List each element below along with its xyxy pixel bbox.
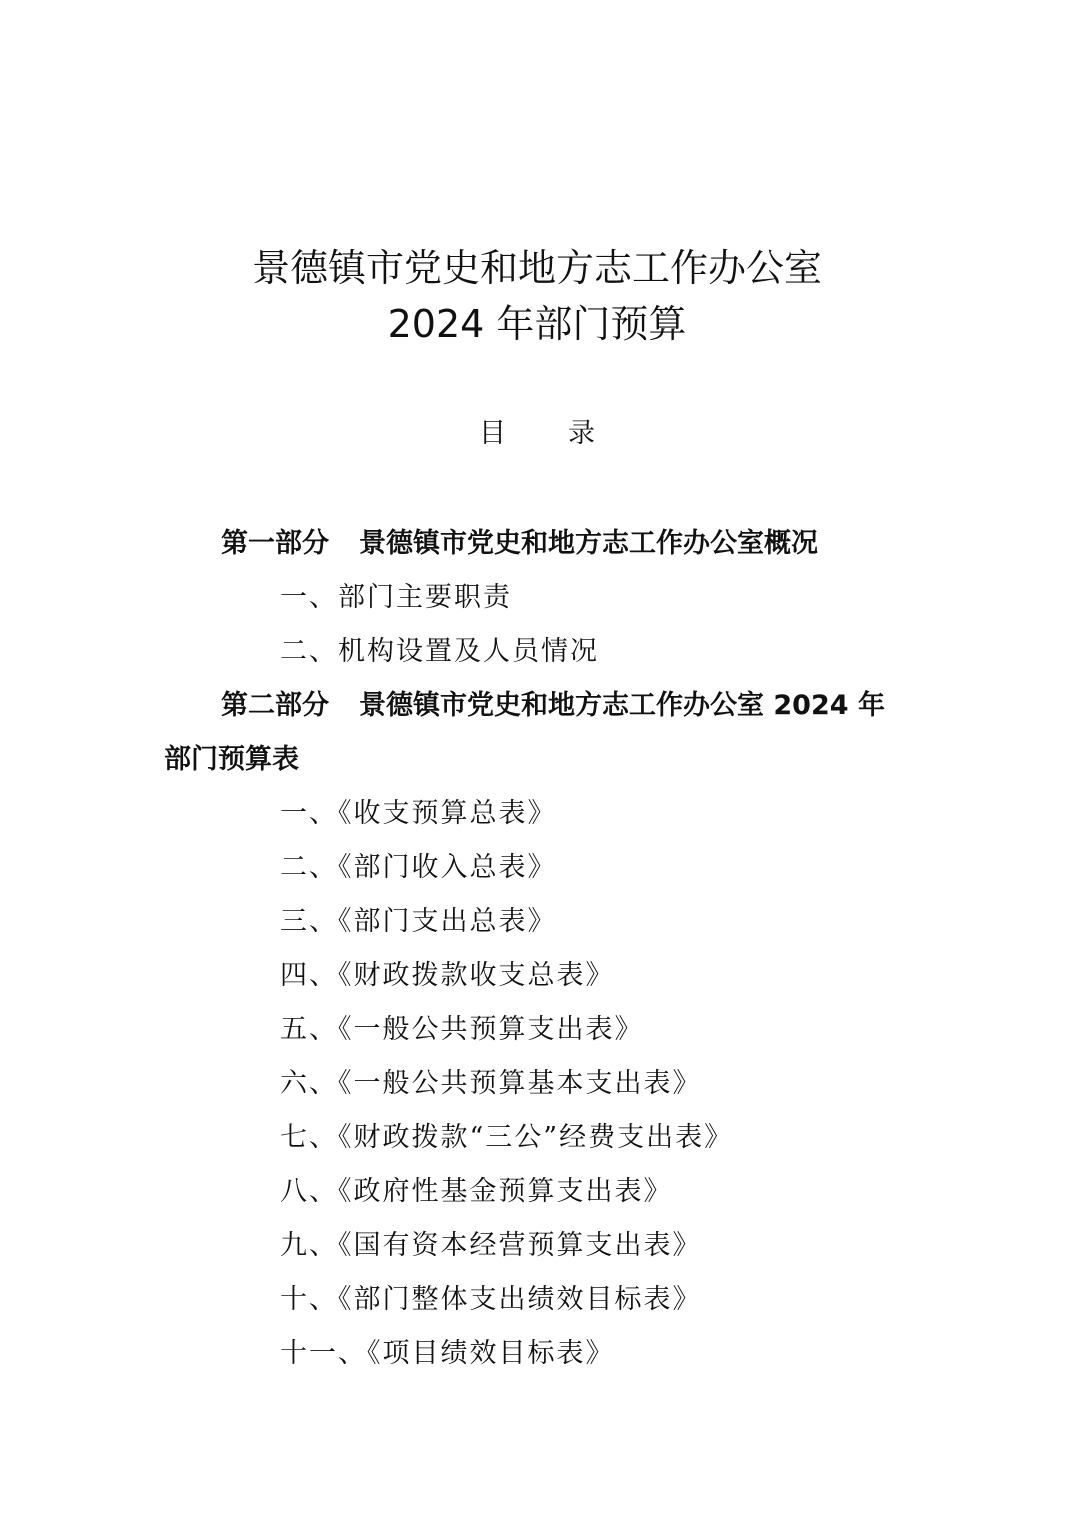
part-2-heading — [221, 688, 885, 724]
toc-heading — [0, 416, 1074, 452]
part-2-label: 第二部分 — [221, 690, 329, 721]
toc-heading-right: 录 — [568, 418, 595, 449]
part-1-title: 景德镇市党史和地方志工作办公室概况 — [359, 528, 818, 559]
part-2-title-line-1: 景德镇市党史和地方志工作办公室 2024 年 — [359, 690, 885, 721]
part-2-item: 八、《政府性基金预算支出表》 — [280, 1176, 673, 1207]
part-2-item: 一、《收支预算总表》 — [280, 798, 557, 829]
part-1-label: 第一部分 — [221, 528, 329, 559]
part-1-heading — [221, 526, 818, 562]
toc-heading-left: 目 — [479, 418, 506, 449]
part-2-item: 六、《一般公共预算基本支出表》 — [280, 1068, 702, 1099]
part-2-item: 七、《财政拨款“三公”经费支出表》 — [280, 1122, 734, 1153]
part-2-item: 十、《部门整体支出绩效目标表》 — [280, 1284, 702, 1315]
part-2-item: 四、《财政拨款收支总表》 — [280, 960, 615, 991]
part-2-item: 十一、《项目绩效目标表》 — [280, 1338, 615, 1369]
document-title-line-2: 2024 年部门预算 — [387, 302, 687, 346]
part-2-item: 二、《部门收入总表》 — [280, 852, 557, 883]
part-1-item: 一、部门主要职责 — [280, 582, 512, 613]
part-2-title-line-2: 部门预算表 — [164, 744, 299, 775]
part-2-item: 三、《部门支出总表》 — [280, 906, 557, 937]
document-title-line-1: 景德镇市党史和地方志工作办公室 — [251, 246, 822, 290]
part-1-item: 二、机构设置及人员情况 — [280, 636, 599, 667]
part-2-item: 五、《一般公共预算支出表》 — [280, 1014, 644, 1045]
part-2-item: 九、《国有资本经营预算支出表》 — [280, 1230, 702, 1261]
